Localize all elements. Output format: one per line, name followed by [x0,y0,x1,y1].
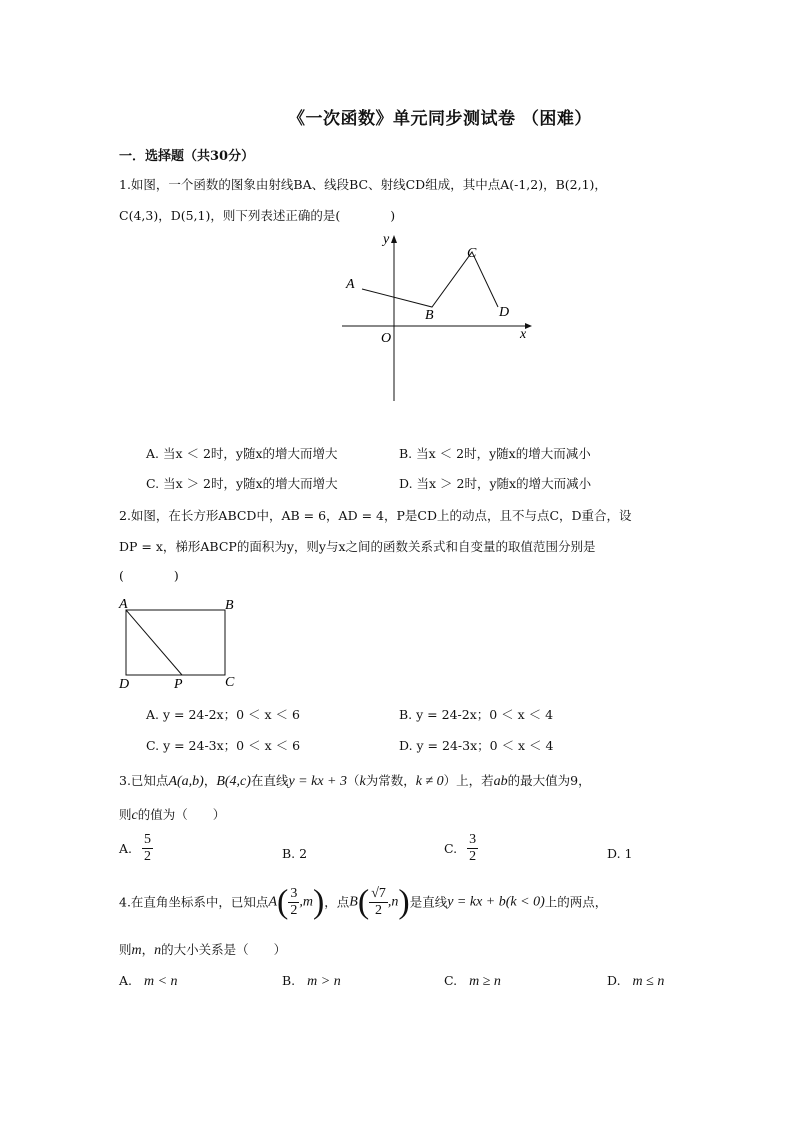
q4-mid: ，点 [324,894,350,910]
q2-option-d[interactable]: D. y = 24-3x；0 ＜ x ＜ 4 [399,738,554,753]
point-a-label: A [346,277,355,292]
q3-k-condition: k ≠ 0 [415,774,444,789]
q3-option-a-label: A. [119,841,133,856]
q4-option-d-label: D. [607,973,621,988]
q3-line2a: 则 [119,807,132,822]
y-axis-arrow [391,235,397,243]
q4-option-a-text: m < n [144,974,178,989]
q4-pa-den: 2 [290,903,298,918]
q2-figure-rectangle [112,594,247,692]
q4-point-b-x-fraction [369,886,388,919]
q1-figure-graph [330,225,540,405]
q4-option-c-label: C. [444,973,458,988]
paren-right: ) [398,883,410,921]
point-p-label: P [174,677,183,692]
q3-option-c-fraction [467,832,478,865]
q4-line1a: 4.在直角坐标系中，已知点 [119,894,269,910]
q2-stem-line2: DP = x，梯形ABCP的面积为y，则y与x之间的函数关系式和自变量的取值范围分别是 [119,539,596,554]
q2-stem-line1: 2.如图，在长方形ABCD中，AB = 6，AD = 4，P是CD上的动点，且不与点C，D重合，设 [119,508,632,523]
q2-option-a[interactable]: A. y = 24-2x；0 ＜ x ＜ 6 [146,707,300,722]
vertex-c-label: C [225,675,235,690]
page-title: 《一次函数》单元同步测试卷 （困难） [288,109,592,129]
point-c-label: C [467,246,477,261]
q4-line2b: 的大小关系是（ ） [161,942,287,957]
q4-pb-num: √7 [371,886,386,901]
q4-option-d[interactable] [607,973,664,990]
q3-c: c [131,808,138,823]
q3-point-a: A(a,b) [168,774,204,789]
point-b-label: B [425,308,434,323]
vertex-b-label: B [225,598,234,613]
section-heading: 一．选择题（共30分） [119,149,255,164]
x-axis-label: x [520,327,527,342]
q3-line2b: 的值为（ ） [137,807,226,822]
q4-option-a[interactable] [119,973,178,990]
q3-option-a-den: 2 [144,849,151,864]
rectangle-abcd [126,610,225,675]
q3-const: 为常数， [365,773,416,788]
q3-sep: ， [203,773,217,788]
q3-option-d[interactable]: D. 1 [607,846,633,861]
paren-right: ) [312,883,325,921]
q4-point-b: B [349,894,358,910]
q4-stem-line2 [119,940,286,961]
q1-option-d[interactable]: D. 当x ＞ 2时，y随x的增大而减小 [399,476,592,491]
vertex-a-label: A [119,597,128,612]
q1-option-a[interactable]: A. 当x ＜ 2时，y随x的增大而增大 [146,446,338,461]
q3-stem-line2 [119,805,225,826]
q3-option-a[interactable] [119,832,153,865]
q3-tail: 的最大值为9， [507,773,591,788]
vertex-d-label: D [119,677,130,692]
q4-n: n [154,943,162,958]
q4-line1b: 是直线 [409,894,448,910]
q3-option-c-den: 2 [469,849,477,864]
q4-option-b-label: B. [282,973,296,988]
q3-paren-open: （ [347,773,360,788]
q4-option-c-text: m ≥ n [469,974,501,989]
q3-ab: ab [493,774,508,789]
q1-option-b[interactable]: B. 当x ＜ 2时，y随x的增大而减小 [399,446,591,461]
q4-pa-num: 3 [290,886,298,901]
q3-option-b[interactable]: B. 2 [282,846,308,861]
q4-option-c[interactable] [444,973,501,990]
q4-option-d-text: m ≤ n [632,974,665,989]
q4-line2a: 则 [119,942,132,957]
q3-option-c-num: 3 [469,832,477,847]
q4-line1c: 上的两点， [544,894,608,910]
q3-point-b: B(4,c) [216,774,251,789]
q4-point-a: A [268,894,277,910]
q2-option-c[interactable]: C. y = 24-3x；0 ＜ x ＜ 6 [146,738,301,753]
segment-ap [126,610,182,675]
q4-option-b-text: m > n [307,974,341,989]
paren-left: ( [357,883,370,921]
q4-m: m [131,943,142,958]
q3-number: 3.已知点 [119,773,169,788]
q2-stem-line3: ( ) [119,568,179,583]
q3-stem-line1 [119,770,591,793]
q3-option-c[interactable] [444,832,478,865]
q4-stem-line1 [119,880,607,925]
origin-label: O [381,331,392,346]
q3-option-a-num: 5 [144,832,151,847]
q3-mid: 在直线 [250,773,289,788]
q3-k: k [359,774,366,789]
point-d-label: D [499,305,510,320]
q2-option-b[interactable]: B. y = 24-2x；0 ＜ x ＜ 4 [399,707,554,722]
q4-point-a-x-fraction [288,886,299,919]
q3-option-a-fraction [142,832,153,865]
q4-option-b[interactable] [282,973,341,990]
q4-point-b-n: ,n [387,894,399,910]
q1-option-c[interactable]: C. 当x ＞ 2时，y随x的增大而增大 [146,476,338,491]
q1-stem-line1: 1.如图，一个函数的图象由射线BA、线段BC、射线CD组成，其中点A(-1,2)，B(2,1)， [119,177,607,192]
q4-line-equation: y = kx + b(k < 0) [447,894,545,910]
q4-point-a-m: ,m [299,894,313,910]
q3-option-c-label: C. [444,841,458,856]
q4-comma: ， [141,942,155,957]
q4-pb-den: 2 [375,903,383,918]
q3-line-equation: y = kx + 3 [288,774,347,789]
q3-paren-close: ）上，若 [443,773,494,788]
q4-option-a-label: A. [119,973,133,988]
y-axis-label: y [383,232,390,247]
paren-left: ( [277,883,289,921]
function-graph [362,252,498,307]
q1-stem-line2: C(4,3)，D(5,1)，则下列表述正确的是( ) [119,208,396,223]
